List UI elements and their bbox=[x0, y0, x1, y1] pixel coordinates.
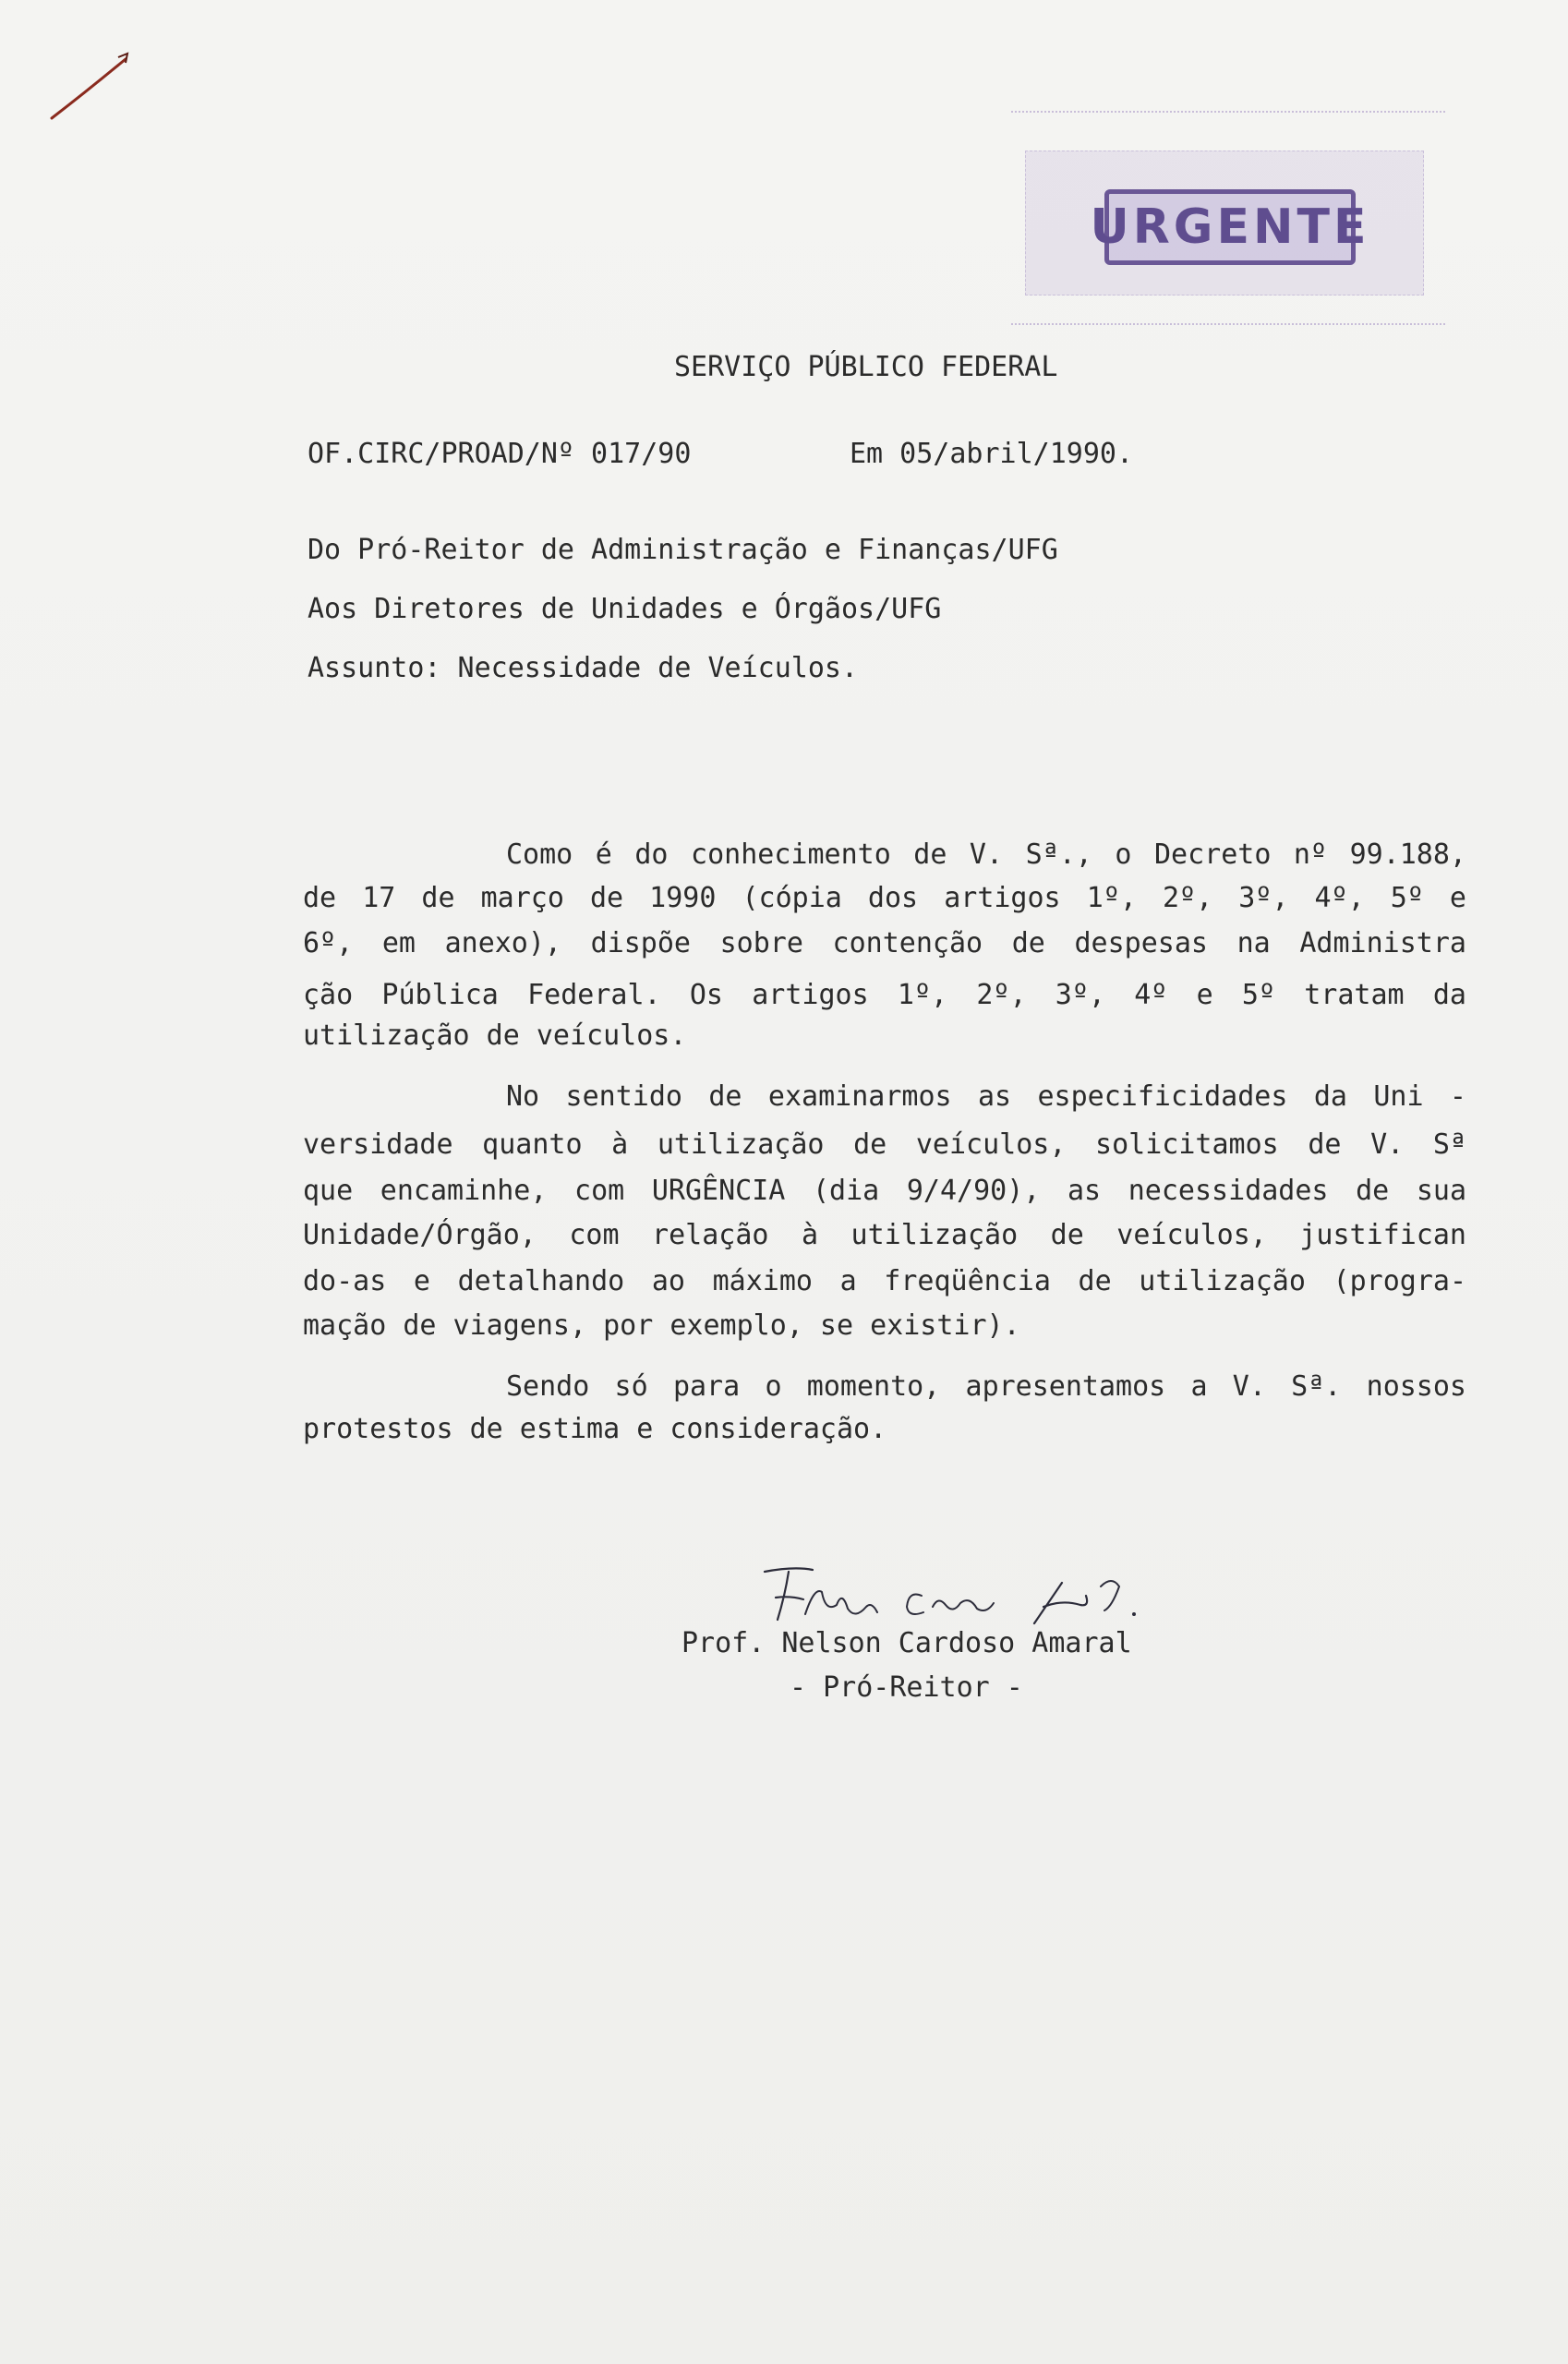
handwritten-signature bbox=[757, 1559, 1200, 1633]
stamp-top-rule bbox=[1011, 111, 1445, 113]
document-reference: OF.CIRC/PROAD/Nº 017/90 bbox=[308, 438, 692, 470]
paragraph-2-line: do-as e detalhando ao máximo a freqüência de utilização (progra- bbox=[303, 1265, 1466, 1297]
signatory-name: Prof. Nelson Cardoso Amaral bbox=[681, 1627, 1132, 1659]
header-title: SERVIÇO PÚBLICO FEDERAL bbox=[674, 351, 1058, 383]
paragraph-3-line: Sendo só para o momento, apresentamos a V. Sª. nossos bbox=[506, 1370, 1466, 1403]
signatory-role: - Pró-Reitor - bbox=[790, 1671, 1023, 1704]
paragraph-2-line: No sentido de examinarmos as especificidades da Uni - bbox=[506, 1080, 1466, 1113]
urgent-stamp-label: URGENTE bbox=[1090, 199, 1370, 255]
paragraph-2-line: mação de viagens, por exemplo, se existir). bbox=[303, 1309, 1020, 1342]
paragraph-1-line: ção Pública Federal. Os artigos 1º, 2º, 3º, 4º e 5º tratam da bbox=[303, 979, 1466, 1011]
paragraph-1-line: Como é do conhecimento de V. Sª., o Decreto nº 99.188, bbox=[506, 838, 1466, 871]
from-line: Do Pró-Reitor de Administração e Finanças/UFG bbox=[308, 534, 1058, 566]
pen-mark-icon bbox=[48, 52, 131, 126]
paragraph-2-line: Unidade/Órgão, com relação à utilização de veículos, justifican bbox=[303, 1219, 1466, 1251]
stamp-bottom-rule bbox=[1011, 323, 1445, 325]
paragraph-1-line: 6º, em anexo), dispõe sobre contenção de despesas na Administra bbox=[303, 927, 1466, 959]
paragraph-3-line: protestos de estima e consideração. bbox=[303, 1413, 887, 1445]
paragraph-1-line: de 17 de março de 1990 (cópia dos artigos 1º, 2º, 3º, 4º, 5º e bbox=[303, 882, 1466, 914]
document-date: Em 05/abril/1990. bbox=[850, 438, 1134, 470]
urgent-stamp bbox=[1090, 189, 1370, 265]
paragraph-2-line: que encaminhe, com URGÊNCIA (dia 9/4/90), as necessidades de sua bbox=[303, 1175, 1466, 1207]
paragraph-1-line: utilização de veículos. bbox=[303, 1019, 687, 1052]
to-line: Aos Diretores de Unidades e Órgãos/UFG bbox=[308, 593, 942, 625]
subject-line: Assunto: Necessidade de Veículos. bbox=[308, 652, 859, 684]
paragraph-2-line: versidade quanto à utilização de veículos, solicitamos de V. Sª bbox=[303, 1128, 1466, 1161]
